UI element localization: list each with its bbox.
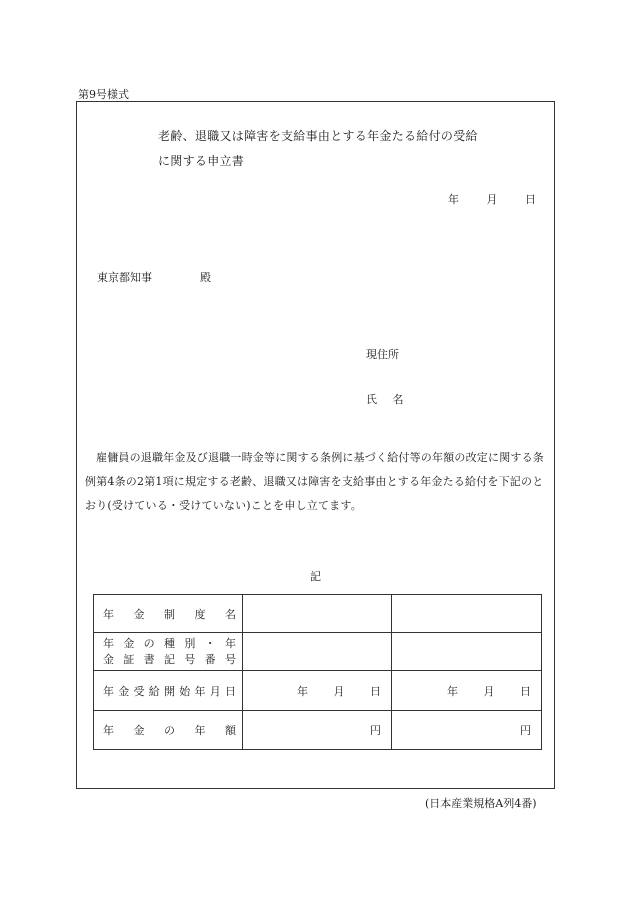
declaration-body-text: 雇傭員の退職年金及び退職一時金等に関する条例に基づく給付等の年額の改定に関する条例第4条の2第1項に規定する老齢、退職又は障害を支給事由とする年金たる給付を下記のとおり(受けている・受けていない)ことを申し立てます。	[85, 451, 544, 512]
table-row	[94, 595, 542, 633]
start-date-value-2: 年 月 日	[392, 671, 542, 711]
annual-amount-value-2: 円	[392, 711, 542, 750]
row-label-annual-amount: 年金の年額	[94, 711, 243, 750]
table-row	[94, 633, 542, 671]
ki-heading: 記	[310, 570, 321, 583]
annual-amount-value-1: 円	[243, 711, 392, 750]
table-row	[94, 671, 542, 711]
row-label-pension-type-line-2: 金証書記号番号	[103, 652, 236, 666]
row-label-pension-system-name: 年金制度名	[94, 595, 243, 633]
pension-system-name-value-1	[243, 595, 392, 633]
pension-record-table	[93, 594, 542, 750]
honorific: 殿	[200, 271, 211, 284]
addressee: 東京都知事	[97, 271, 152, 284]
name-label: 氏 名	[366, 393, 410, 406]
document-title-line-2: に関する申立書	[158, 154, 245, 168]
document-title-line-1: 老齢、退職又は障害を支給事由とする年金たる給付の受給	[158, 129, 478, 143]
table-row	[94, 711, 542, 750]
pension-type-number-value-2	[392, 633, 542, 671]
form-number: 第9号様式	[78, 88, 129, 101]
pension-type-number-value-1	[243, 633, 392, 671]
paper-size-footnote: (日本産業規格A列4番)	[425, 797, 537, 810]
pension-system-name-value-2	[392, 595, 542, 633]
row-label-start-date: 年金受給開始年月日	[94, 671, 243, 711]
address-label: 現住所	[366, 348, 399, 361]
row-label-pension-type-number	[94, 633, 243, 671]
row-label-pension-type-line-1: 年金の種別・年	[103, 636, 236, 650]
start-date-value-1: 年 月 日	[243, 671, 392, 711]
date-line: 年 月 日	[448, 193, 536, 206]
